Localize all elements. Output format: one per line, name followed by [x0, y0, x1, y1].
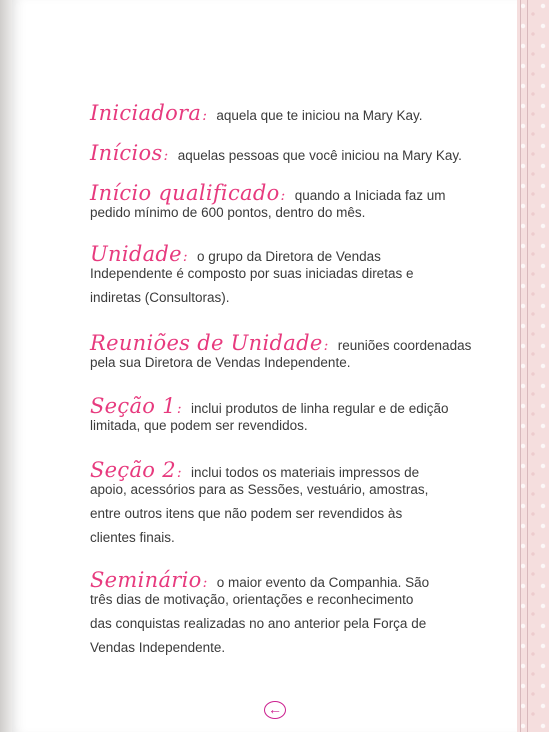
glossary-term: Iniciadora	[90, 101, 202, 125]
glossary-definition: quando a Iniciada faz um	[294, 188, 446, 203]
term-colon: :	[202, 575, 208, 591]
term-colon: :	[202, 108, 207, 124]
glossary-definition: reuniões coordenadas	[337, 338, 472, 353]
definition-line: Independente é composto por suas iniciadas diretas e	[90, 266, 414, 281]
glossary-entry-secao-2	[90, 458, 450, 554]
definition-line: apoio, acessórios para as Sessões, vestuário, amostras,	[90, 482, 429, 497]
glossary-entry-reunioes-de-unidade	[90, 331, 472, 379]
glossary-term: Seção 1	[90, 394, 176, 418]
glossary-definition: aquela que te iniciou na Mary Kay.	[216, 108, 423, 123]
definition-line: clientes finais.	[90, 530, 175, 545]
term-colon: :	[280, 188, 286, 204]
glossary-term: Seção 2	[90, 458, 176, 482]
definition-line: pedido mínimo de 600 pontos, dentro do mês.	[90, 205, 366, 220]
term-colon: :	[176, 465, 182, 481]
term-colon: :	[163, 148, 169, 164]
page-number: ←	[264, 701, 286, 719]
definition-line: das conquistas realizadas no ano anterior pela Força de	[90, 616, 427, 631]
definition-line: três dias de motivação, orientações e reconhecimento	[90, 592, 414, 607]
glossary-term: Inícios	[90, 141, 163, 165]
glossary-entry-secao-1	[90, 394, 450, 442]
glossary-definition: inclui todos os materiais impressos de	[191, 465, 420, 480]
glossary-definition: o maior evento da Companhia. São	[216, 575, 430, 590]
definition-line: indiretas (Consultoras).	[90, 290, 230, 305]
glossary-entry-unidade	[90, 242, 450, 314]
glossary-entry-inicio-qualificado	[90, 181, 450, 229]
definition-line: entre outros itens que não podem ser revendidos às	[90, 506, 403, 521]
glossary-term: Seminário	[90, 568, 202, 592]
term-colon: :	[182, 249, 188, 265]
term-colon: :	[176, 401, 182, 417]
glossary-entry-inicios	[90, 141, 462, 165]
glossary-term: Unidade	[90, 242, 182, 266]
page-edge-pattern	[517, 0, 549, 732]
term-colon: :	[323, 338, 329, 354]
glossary-definition: inclui produtos de linha regular e de edição	[191, 401, 449, 416]
definition-line: pela sua Diretora de Vendas Independente.	[90, 355, 351, 370]
glossary-definition: aquelas pessoas que você iniciou na Mary Kay.	[177, 148, 462, 163]
glossary-entry-iniciadora	[90, 101, 450, 125]
definition-line: limitada, que podem ser revendidos.	[90, 418, 308, 433]
page-edge-line	[527, 0, 528, 732]
page-gutter-shadow	[0, 0, 12, 732]
definition-line: Vendas Independente.	[90, 640, 226, 655]
glossary-entry-seminario	[90, 568, 450, 664]
glossary-term: Reuniões de Unidade	[90, 331, 323, 355]
page-edge-line	[520, 0, 521, 732]
glossary-definition: o grupo da Diretora de Vendas	[197, 249, 381, 264]
glossary-term: Início qualificado	[90, 181, 280, 205]
